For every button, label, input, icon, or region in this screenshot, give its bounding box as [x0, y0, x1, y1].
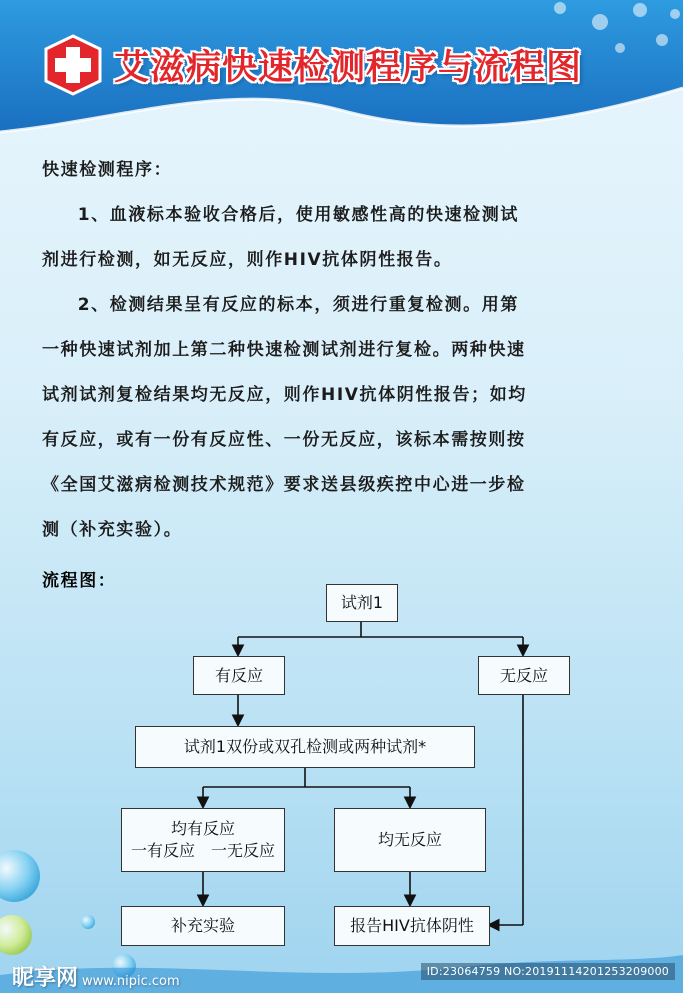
paragraph-2-line-1: 2、检测结果呈有反应的标本，须进行重复检测。用第	[77, 295, 519, 315]
flowchart-heading: 流程图：	[42, 571, 117, 591]
paragraph-1-line-1: 1、血液标本验收合格后，使用敏感性高的快速检测试	[77, 205, 519, 225]
box-reagent-1: 试剂1	[326, 584, 398, 622]
procedure-heading: 快速检测程序：	[42, 160, 173, 180]
watermark-logo	[12, 961, 180, 992]
paragraph-2-line-6: 测（补充实验）。	[42, 520, 183, 540]
paragraph-1-line-2: 剂进行检测，如无反应，则作HIV抗体阴性报告。	[42, 250, 453, 270]
box-reactive: 有反应	[193, 656, 285, 695]
watermark-site: www.nipic.com	[82, 974, 180, 989]
box-nonreactive: 无反应	[478, 656, 570, 695]
box-both-reactive-line-1: 均有反应	[170, 819, 235, 838]
paragraph-2-line-2: 一种快速试剂加上第二种快速检测试剂进行复检。两种快速	[42, 340, 526, 360]
paragraph-2-line-4: 有反应，或有一份有反应性、一份无反应，该标本需按则按	[42, 430, 526, 450]
box-both-nonreactive: 均无反应	[334, 808, 486, 872]
box-both-reactive-line-2: 一有反应 一无反应	[130, 841, 275, 860]
page-title: 艾滋病快速检测程序与流程图	[114, 47, 583, 88]
box-retest: 试剂1双份或双孔检测或两种试剂*	[135, 726, 475, 768]
paragraph-2-line-3: 试剂试剂复检结果均无反应，则作HIV抗体阴性报告；如均	[42, 385, 527, 405]
watermark-logo-text: 昵享网	[12, 965, 79, 991]
paragraph-2-line-5: 《全国艾滋病检测技术规范》要求送县级疾控中心进一步检	[42, 475, 526, 495]
watermark-id: ID:23064759 NO:20191114201253209000	[421, 963, 675, 980]
box-supplementary: 补充实验	[121, 906, 285, 946]
box-report-negative: 报告HIV抗体阴性	[334, 906, 490, 946]
